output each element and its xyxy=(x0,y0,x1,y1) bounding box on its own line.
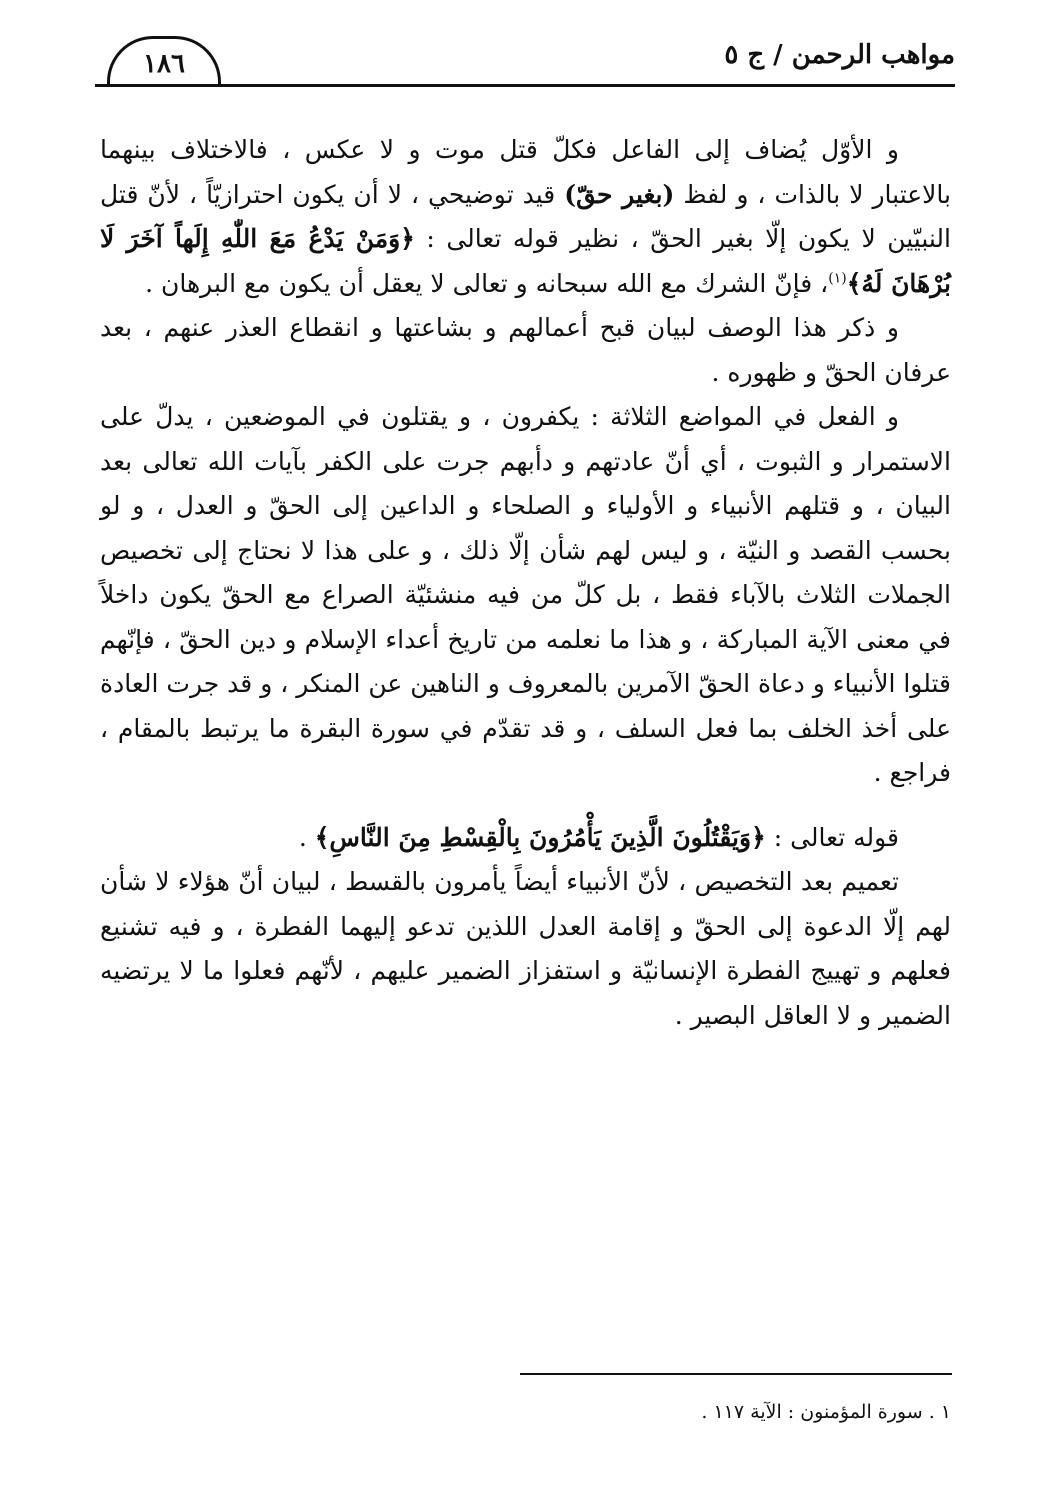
footnote: ١ . سورة المؤمنون : الآية ١١٧ . xyxy=(701,1401,951,1423)
text-run: . xyxy=(298,822,315,852)
verse-heading xyxy=(100,816,951,861)
page-number: ١٨٦ xyxy=(107,36,221,85)
text-run: قيد توضيحي ، لا أن يكون احترازيّاً ، لأنّ قتل النبيّين لا يكون إلّا بغير الحقّ ، نظير قوله تعالى : xyxy=(100,179,951,253)
footnote-marker: (١) xyxy=(828,270,847,287)
text-run: قوله تعالى : xyxy=(765,822,899,852)
paragraph-1 xyxy=(100,128,951,306)
header-rule xyxy=(95,84,955,87)
text-run: و ذكر هذا الوصف لبيان قبح أعمالهم و بشاعتها و انقطاع العذر عنهم ، بعد عرفان الحقّ و ظهوره . xyxy=(100,313,951,387)
text-run: و الفعل في المواضع الثلاثة : يكفرون ، و يقتلون في الموضعين ، يدلّ على الاستمرار و الثبوت ، أي أنّ عادتهم و دأبهم جرت على الكفر بآيات الله تعالى بعد البيان ، و قتلهم الأنبياء و الأولياء و الصلحاء و الداعين إلى الحقّ و العدل ، و لو بحسب القصد و النيّة ، و ليس لهم شأن إلّا ذلك ، و على هذا لا نحتاج إلى تخصيص الجملات الثلاث بالآباء فقط ، بل كلّ من فيه منشئيّة الصراع مع الحقّ يكون داخلاً في معنى الآية المباركة ، و هذا ما نعلمه من تاريخ أعداء الإسلام و دين الحقّ ، فإنّهم قتلوا الأنبياء و دعاة الحقّ الآمرين بالمعروف و الناهين عن المنكر ، و قد جرت العادة على أخذ الخلف بما فعل السلف ، و قد تقدّم في سورة البقرة ما يرتبط بالمقام ، فراجع . xyxy=(100,402,951,787)
running-header xyxy=(95,36,955,92)
book-title: مواهب الرحمن / ج ٥ xyxy=(724,40,955,70)
quran-verse: ﴿وَمَنْ يَدْعُ مَعَ اللّٰهِ إِلَهاً آخَرَ لَا بُرْهَانَ لَهُ﴾ xyxy=(100,224,951,298)
bold-term: (بغير حقّ) xyxy=(564,179,675,209)
text-run: ، فإنّ الشرك مع الله سبحانه و تعالى لا يعقل أن يكون مع البرهان . xyxy=(145,268,829,298)
text-run: تعميم بعد التخصيص ، لأنّ الأنبياء أيضاً يأمرون بالقسط ، لبيان أنّ هؤلاء لا شأن لهم إلّا الدعوة إلى الحقّ و إقامة العدل اللذين تدعو إليهما الفطرة ، و فيه تشنيع فعلهم و تهييج الفطرة الإنسانيّة و استفزاز الضمير عليهم ، لأنّهم فعلوا ما لا يرتضيه الضمير و لا العاقل البصير . xyxy=(100,867,951,1030)
text-run: و الأوّل يُضاف إلى الفاعل فكلّ قتل موت و لا عكس ، فالاختلاف بينهما بالاعتبار لا بالذات ، و لفظ xyxy=(100,135,952,209)
paragraph-3 xyxy=(100,395,951,796)
quran-verse: ﴿وَيَقْتُلُونَ الَّذِينَ يَأْمُرُونَ بِالْقِسْطِ مِنَ النَّاسِ﴾ xyxy=(314,822,766,852)
paragraph-4 xyxy=(100,860,951,1038)
paragraph-2 xyxy=(100,306,951,395)
body-text xyxy=(100,128,951,1038)
footnote-rule xyxy=(520,1373,952,1375)
